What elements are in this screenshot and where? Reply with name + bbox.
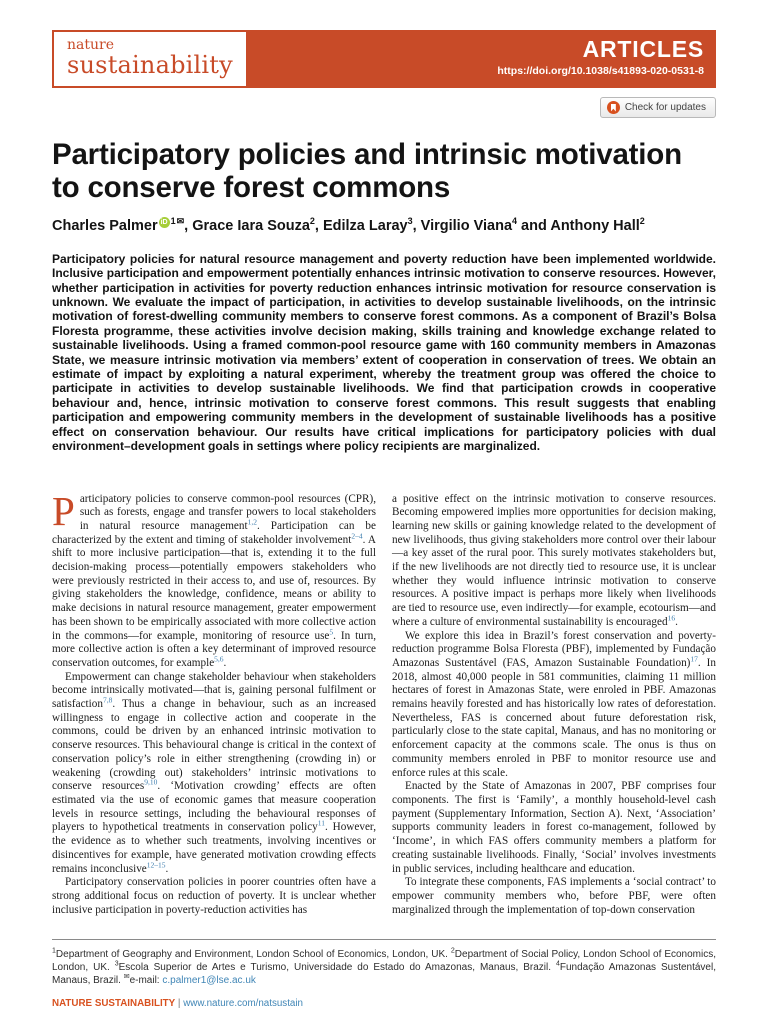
- envelope-icon[interactable]: ✉: [176, 216, 185, 226]
- author-affiliation-sup: 1: [170, 216, 176, 226]
- author-separator: ,: [412, 217, 421, 234]
- reference-sup: 5: [329, 626, 334, 636]
- reference-sup: 2: [450, 947, 455, 955]
- paragraph: Enacted by the State of Amazonas in 2007, PBF comprises four components. The first is ‘Family’, a monthly household-level cash payment (Supplementary Information, Section A). Next, ‘Association’ supports community leaders in forest co-management, followed by ‘Income’, in which FAS offers community members a platform for creating sustainable livelihoods. Finally, ‘Social’ involves investments in public services, including healthcare and education.: [392, 780, 716, 875]
- affiliations-text: [52, 948, 716, 987]
- right-column: [392, 493, 716, 918]
- orcid-icon[interactable]: iD: [160, 219, 168, 226]
- header-right: [497, 36, 704, 77]
- reference-sup: 12–15: [146, 859, 166, 869]
- journal-header: [52, 30, 716, 88]
- dropcap: P: [52, 487, 75, 534]
- doi-link[interactable]: https://doi.org/10.1038/s41893-020-0531-8: [497, 65, 704, 77]
- abstract: Participatory policies for natural resource management and poverty reduction have been implemented worldwide. Inclusive participation and empowerment potentially enhances intrinsic motivation to conserve resources. However, whether participation in activities for poverty reduction enhances intrinsic motivation for resource conservation is unknown. We evaluate the impact of participation, in activities to develop sustainable livelihoods, on the intrinsic motivation of forest-dwelling community members to conserve forest commons. As a component of Brazil’s Bolsa Floresta programme, these activities involve decision making, skills training and knowledge exchange related to sustainable livelihoods. Using a framed common-pool resource game with 160 community members in Amazonas State, we measure intrinsic motivation via members’ extent of cooperation in conservation of trees. We obtain an estimate of impact by exploiting a natural experiment, whereby the treatment group was offered the choice to participate in activities to develop sustainable livelihoods. We find that participation crowds in cooperative behaviour and, hence, intrinsic motivation to conserve forest commons. This result suggests that enabling participation and empowering community members in the development of sustainable livelihoods has a positive effect on conservation behaviour. Our results have critical implications for participatory policies with dual environment–development goals in settings where policy recipients are marginalized.: [52, 251, 716, 454]
- footer-separator: |: [175, 998, 184, 1010]
- author-separator: ,: [314, 217, 323, 234]
- reference-sup: 9,10: [144, 777, 158, 787]
- journal-name-bottom: sustainability: [67, 51, 233, 79]
- author-separator: and: [517, 217, 551, 234]
- paragraph: [52, 487, 377, 671]
- journal-logo[interactable]: [52, 30, 248, 88]
- author-name: Anthony Hall: [550, 217, 640, 234]
- paragraph: We explore this idea in Brazil’s forest conservation and poverty-reduction programme Bolsa Floresta (PBF), implemented by Fundação Amazonas Sustentável (FAS, Amazon Sustainable Foundation)$^{17}$. In 2018, almost 40,000 people in 581 communities, claiming 11 million hectares of forest in Amazonas State, were enroled in PBF. Amazonas remains heavily forested and has historically low rates of deforestation. Nevertheless, FAS is concerned about future deforestation risk, particularly close to the state capital, Manaus, and has no monitoring or enforcement capacity at the commons scale. The onus is thus on community members enroled in PBF to monitor resource use and enforce rules at this scale.: [392, 629, 716, 779]
- affiliations-list: $^1$Department of Geography and Environment, London School of Economics, London, UK. $^2$Department of Social Policy, London School of Economics, London, UK. $^3$Escola Superior de Artes e Turismo, Universidade do Estado do Amazonas, Manaus, Brazil. $^4$Fundação Amazonas Sustentável, Manaus, Brazil.: [52, 947, 716, 987]
- check-updates-label: Check for updates: [624, 102, 706, 113]
- article-type-label: ARTICLES: [582, 36, 704, 62]
- author-affiliation-sup: 2: [639, 216, 645, 226]
- article-title-line2: to conserve forest commons: [52, 171, 451, 204]
- reference-sup: 5,6: [214, 654, 224, 664]
- author-name: Grace Iara Souza: [192, 217, 310, 234]
- reference-sup: 4: [555, 960, 560, 968]
- author-name: Charles Palmer: [52, 217, 158, 234]
- left-column: [52, 487, 377, 918]
- author-affiliation-sup: 3: [407, 216, 413, 226]
- bookmark-icon: [611, 104, 616, 112]
- author-name: Edilza Laray: [322, 217, 408, 234]
- article-title: [52, 138, 716, 204]
- badge-row: [52, 97, 716, 119]
- body-columns: [52, 487, 716, 918]
- author-name: Virgilio Viana: [420, 217, 513, 234]
- reference-sup: 16: [667, 613, 676, 623]
- check-updates-badge[interactable]: [600, 97, 716, 118]
- footer-url-link[interactable]: www.nature.com/natsustain: [183, 998, 303, 1010]
- reference-sup: 1: [52, 947, 56, 955]
- reference-sup: 2–4: [351, 530, 363, 540]
- journal-name-top: nature: [67, 37, 114, 53]
- email-link[interactable]: c.palmer1@lse.ac.uk: [162, 975, 256, 987]
- author-affiliation-sup: 4: [512, 216, 518, 226]
- authors-line: [52, 217, 716, 234]
- reference-sup: 7,8: [102, 695, 113, 705]
- email-label: e-mail:: [129, 975, 163, 987]
- reference-sup: 3: [114, 960, 119, 968]
- reference-sup: 1,2: [247, 517, 257, 527]
- crossmark-icon: [607, 101, 620, 114]
- footer-journal-name: NATURE SUSTAINABILITY: [52, 998, 176, 1010]
- paragraph: To integrate these components, FAS implements a ‘social contract’ to empower community members who, before PBF, were often marginalized through the implementation of top-down conservation: [392, 876, 716, 916]
- paragraph: Empowerment can change stakeholder behaviour when stakeholders become intrinsically motivated—that is, gaining personal fulfilment or satisfaction$^{7,8}$. Thus a change in behaviour, such as an increased willingness to engage in collective action and cooperate in the commons, could be driven by an enhanced intrinsic motivation to conserve resources. This behavioural change is critical in the context of conservation policy’s role in either strengthening (crowding in) or weakening (crowding out) stakeholders’ intrinsic motivations to conserve resources$^{9,10}$. ‘Motivation crowding’ effects are often estimated via the use of economic games that measure cooperation levels in resource settings, including the behavioural responses of players to hypothetical treatments in conservation policy$^{11}$. However, the evidence as to whether such treatments, involving incentives or disincentives for example, have generated motivation crowding effects remains inconclusive$^{12-15}$.: [52, 670, 376, 875]
- envelope-icon: ✉: [123, 973, 130, 981]
- paragraph: a positive effect on the intrinsic motivation to conserve resources. Becoming empowered implies more opportunities for decision making, learning new skills or gaining knowledge related to the development of new livelihoods, thus giving stakeholders more control over their labour—a key asset of the rural poor. This surely motivates stakeholders but, if the new livelihoods are not directly tied to resource use, it is unclear whether they would influence intrinsic motivation to conserve resources. A positive impact is perhaps more likely when livelihoods are tied to resource use, even indirectly—for example, ecotourism—and where a culture of environmental sustainability is encouraged$^{16}$.: [392, 492, 716, 628]
- page-footer: [52, 998, 716, 1009]
- reference-sup: 11: [317, 818, 325, 828]
- reference-sup: 17: [690, 654, 698, 664]
- article-title-line1: Participatory policies and intrinsic motivation: [52, 138, 682, 171]
- author-separator: ,: [184, 217, 193, 234]
- paragraph: Participatory conservation policies in poorer countries often have a strong additional focus on reduction of poverty. It is unclear whether inclusive participation in poverty-reduction activities has: [52, 876, 376, 916]
- paragraph-text: articipatory policies to conserve common-pool resources (CPR), such as forests, engage and transfer powers to local stakeholders in natural resource management$^{1,2}$. Participation can be characterized by the extent and timing of stakeholder involvement$^{2-4}$. A shift to more inclusive participation—that is, extending it to the full decision-making process—potentially empowers stakeholders who were previously restricted in their access to, and use of, resources. By giving stakeholders the knowledge, confidence, means or ability to make decisions in natural resource management, greater empowerment has been shown to be empirically associated with more collective action in the commons—for example, monitoring of resource use$^5$. In turn, more collective action is often a key determinant of improved resource conservation outcomes, for example$^{5,6}$.: [52, 492, 377, 669]
- author-affiliation-sup: 2: [309, 216, 315, 226]
- affiliations-footnote: [52, 939, 716, 987]
